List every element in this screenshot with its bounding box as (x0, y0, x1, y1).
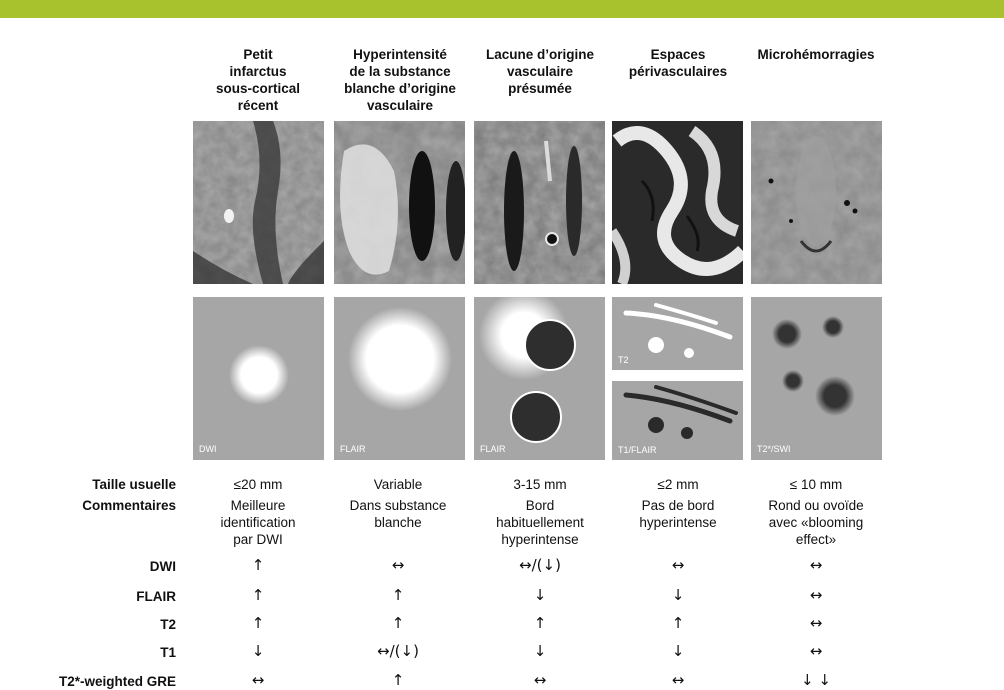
schematic-pvs-t2 (612, 297, 743, 370)
t2-wmh: ↑ (391, 614, 405, 632)
comment-wmh: Dans substance blanche (349, 498, 447, 530)
comment-infarct: Meilleure identification par DWI (220, 498, 296, 547)
comment-microbleeds: Rond ou ovoïde avec «blooming effect» (768, 498, 864, 547)
mri-image-pvs (612, 121, 743, 284)
t1-microbleeds: ↔ (809, 642, 823, 660)
mri-image-wmh (334, 121, 465, 284)
mri-image-lacune (474, 121, 605, 284)
size-microbleeds: ≤ 10 mm (789, 477, 843, 492)
comment-lacune: Bord habituellement hyperintense (496, 498, 584, 547)
gre-lacune: ↔ (533, 671, 547, 689)
row-label-dwi: DWI (149, 559, 176, 574)
flair-infarct: ↑ (251, 586, 265, 604)
gre-microbleeds: ↓ ↓ (801, 671, 831, 689)
row-label-comment: Commentaires (82, 498, 176, 513)
column-title-wmh: Hyperintensité de la substance blanche d’origine vasculaire (344, 47, 456, 113)
mri-image-microbleeds (751, 121, 882, 284)
t2-infarct: ↑ (251, 614, 265, 632)
gre-pvs: ↔ (671, 671, 685, 689)
schematic-microbleeds (751, 297, 882, 460)
schematic-label-t1flair: T1/FLAIR (618, 445, 657, 455)
flair-wmh: ↑ (391, 586, 405, 604)
schematic-infarct (193, 297, 324, 460)
schematic-label-dwi: DWI (199, 444, 217, 454)
flair-lacune: ↓ (533, 586, 547, 604)
t1-wmh: ↔/(↓) (377, 642, 419, 660)
schematic-label-flair-wmh: FLAIR (340, 444, 366, 454)
column-title-microbleeds: Microhémorragies (757, 47, 875, 62)
size-lacune: 3-15 mm (513, 477, 567, 492)
dwi-pvs: ↔ (671, 556, 685, 574)
row-label-gre: T2*-weighted GRE (58, 674, 176, 689)
flair-microbleeds: ↔ (809, 586, 823, 604)
mri-image-infarct (193, 121, 324, 284)
row-label-flair: FLAIR (136, 589, 176, 604)
dwi-wmh: ↔ (391, 556, 405, 574)
schematic-label-t2: T2 (618, 355, 629, 365)
t2-pvs: ↑ (671, 614, 685, 632)
t2-lacune: ↑ (533, 614, 547, 632)
dwi-infarct: ↑ (251, 556, 265, 574)
schematic-wmh (334, 297, 465, 460)
schematic-label-flair-lacune: FLAIR (480, 444, 506, 454)
column-title-lacune: Lacune d’origine vasculaire présumée (485, 47, 594, 96)
column-title-pvs: Espaces périvasculaires (628, 47, 728, 79)
size-infarct: ≤20 mm (233, 477, 283, 492)
gre-infarct: ↔ (251, 671, 265, 689)
t1-pvs: ↓ (671, 642, 685, 660)
dwi-lacune: ↔/(↓) (519, 556, 561, 574)
t1-infarct: ↓ (251, 642, 265, 660)
t2-microbleeds: ↔ (809, 614, 823, 632)
flair-pvs: ↓ (671, 586, 685, 604)
schematic-pvs-t1flair (612, 381, 743, 460)
comment-pvs: Pas de bord hyperintense (639, 498, 717, 530)
schematic-lacune (474, 297, 605, 460)
size-pvs: ≤2 mm (657, 477, 699, 492)
schematic-label-t2swi: T2*/SWI (757, 444, 791, 454)
row-label-size: Taille usuelle (92, 477, 176, 492)
row-label-t2: T2 (160, 617, 176, 632)
row-label-t1: T1 (160, 645, 176, 660)
size-wmh: Variable (373, 477, 423, 492)
dwi-microbleeds: ↔ (809, 556, 823, 574)
gre-wmh: ↑ (391, 671, 405, 689)
t1-lacune: ↓ (533, 642, 547, 660)
top-accent-bar (0, 0, 1004, 18)
column-title-infarct: Petit infarctus sous-cortical récent (215, 47, 301, 113)
